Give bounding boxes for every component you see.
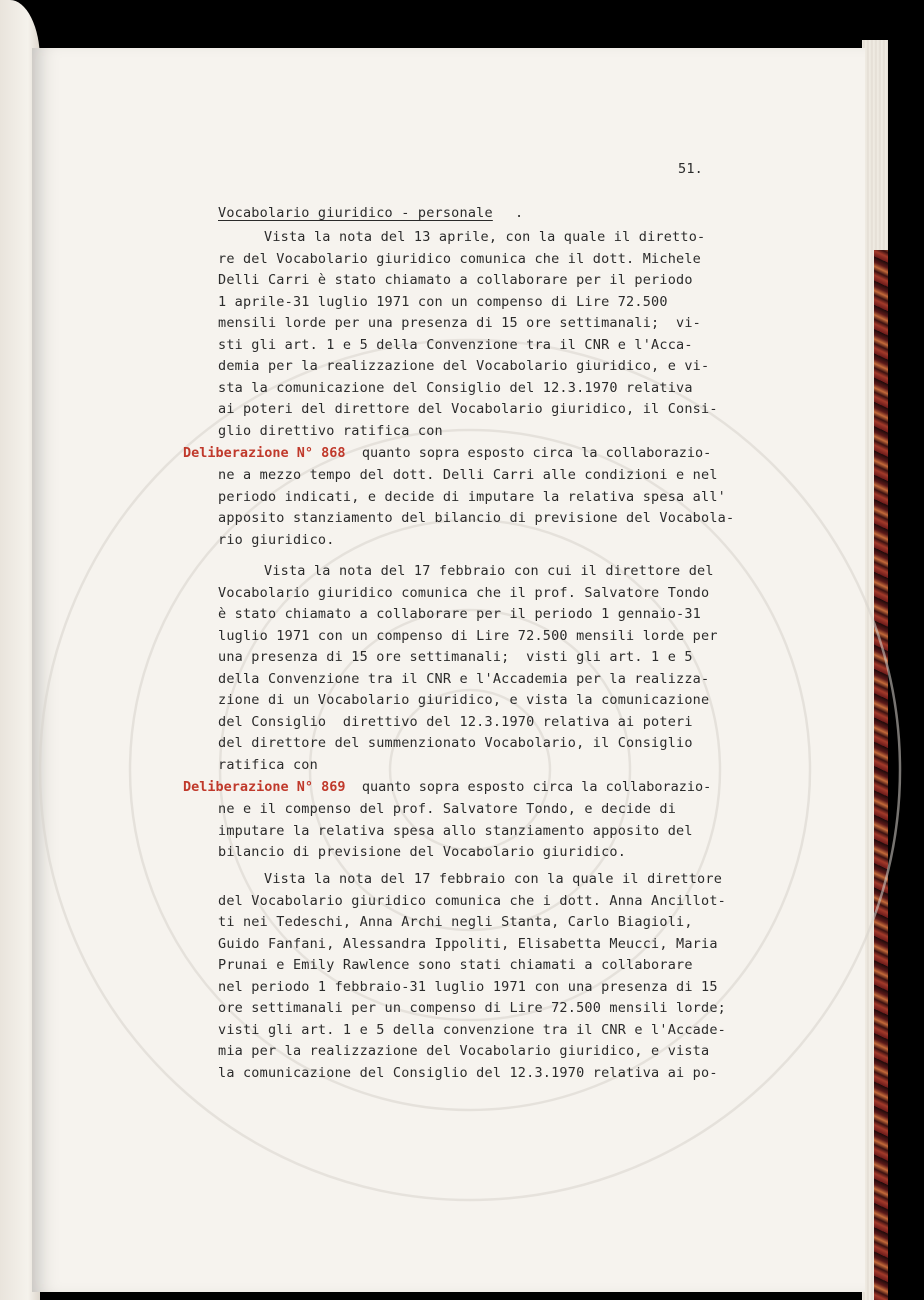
text-line: sti gli art. 1 e 5 della Convenzione tra il CNR e l'Acca- xyxy=(218,336,693,353)
text-line: rio giuridico. xyxy=(218,531,335,548)
text-line: 1 aprile-31 luglio 1971 con un compenso di Lire 72.500 xyxy=(218,293,668,310)
section-heading xyxy=(218,205,493,221)
text-line: quanto sopra esposto circa la collaborazio- xyxy=(345,445,712,461)
text-line: glio direttivo ratifica con xyxy=(218,422,443,439)
text-line: periodo indicati, e decide di imputare la relativa spesa all' xyxy=(218,488,726,505)
text-line: ne a mezzo tempo del dott. Delli Carri alle condizioni e nel xyxy=(218,467,718,483)
page-number: 51. xyxy=(678,161,703,177)
text-line: zione di un Vocabolario giuridico, e vista la comunicazione xyxy=(218,692,710,708)
text-line: sta la comunicazione del Consiglio del 12.3.1970 relativa xyxy=(218,379,693,396)
text-line: mensili lorde per una presenza di 15 ore settimanali; vi- xyxy=(218,315,702,331)
text-line: ti nei Tedeschi, Anna Archi negli Stanta, Carlo Biagioli, xyxy=(218,914,693,930)
text-line: nel periodo 1 febbraio-31 luglio 1971 con una presenza di 15 xyxy=(218,978,718,995)
deliberation-868-line xyxy=(183,443,711,465)
section-heading-text: Vocabolario giuridico - personale xyxy=(218,205,493,221)
text-line: la comunicazione del Consiglio del 12.3.1970 relativa ai po- xyxy=(218,1064,718,1081)
text-line: Vista la nota del 17 febbraio con cui il direttore del xyxy=(264,563,714,579)
text-line: della Convenzione tra il CNR e l'Accademia per la realizza- xyxy=(218,670,710,687)
text-line: mia per la realizzazione del Vocabolario giuridico, e vista xyxy=(218,1043,710,1059)
text-line: quanto sopra esposto circa la collaborazio- xyxy=(345,779,712,795)
text-line: visti gli art. 1 e 5 della convenzione tra il CNR e l'Accade- xyxy=(218,1021,726,1038)
section-heading-period: . xyxy=(515,205,524,221)
text-line: è stato chiamato a collaborare per il periodo 1 gennaio-31 xyxy=(218,606,702,622)
paragraph-3 xyxy=(218,869,726,1084)
text-line: ratifica con xyxy=(218,756,318,773)
deliberation-868-body xyxy=(218,465,734,551)
text-line: del direttore del summenzionato Vocabolario, il Consiglio xyxy=(218,735,693,751)
deliberation-869-label: Deliberazione N° 869 xyxy=(183,779,346,795)
text-line: una presenza di 15 ore settimanali; visti gli art. 1 e 5 xyxy=(218,649,693,665)
text-line: del Vocabolario giuridico comunica che i dott. Anna Ancillot- xyxy=(218,892,726,909)
text-line: Delli Carri è stato chiamato a collaborare per il periodo xyxy=(218,272,693,288)
deliberation-868-label: Deliberazione N° 868 xyxy=(183,445,346,461)
text-line: ne e il compenso del prof. Salvatore Tondo, e decide di xyxy=(218,801,677,817)
text-line: imputare la relativa spesa allo stanziamento apposito del xyxy=(218,822,693,839)
text-line: demia per la realizzazione del Vocabolario giuridico, e vi- xyxy=(218,358,710,374)
text-line: re del Vocabolario giuridico comunica che il dott. Michele xyxy=(218,250,702,267)
marbled-cover-edge xyxy=(874,250,888,1300)
text-line: Guido Fanfani, Alessandra Ippoliti, Elisabetta Meucci, Maria xyxy=(218,935,718,952)
paragraph-1 xyxy=(218,227,718,442)
deliberation-869-line xyxy=(183,777,711,799)
paragraph-2 xyxy=(218,561,718,776)
text-line: luglio 1971 con un compenso di Lire 72.500 mensili lorde per xyxy=(218,627,718,644)
text-line: Vista la nota del 13 aprile, con la quale il diretto- xyxy=(264,229,706,245)
text-line: Vista la nota del 17 febbraio con la quale il direttore xyxy=(264,871,723,887)
text-line: ore settimanali per un compenso di Lire 72.500 mensili lorde; xyxy=(218,1000,726,1016)
text-line: ai poteri del direttore del Vocabolario giuridico, il Consi- xyxy=(218,401,718,417)
text-line: Vocabolario giuridico comunica che il prof. Salvatore Tondo xyxy=(218,584,710,601)
deliberation-869-body xyxy=(218,799,693,864)
text-line: del Consiglio direttivo del 12.3.1970 relativa ai poteri xyxy=(218,713,693,730)
text-line: bilancio di previsione del Vocabolario giuridico. xyxy=(218,844,627,860)
text-line: Prunai e Emily Rawlence sono stati chiamati a collaborare xyxy=(218,957,693,973)
text-line: apposito stanziamento del bilancio di previsione del Vocabola- xyxy=(218,510,735,526)
